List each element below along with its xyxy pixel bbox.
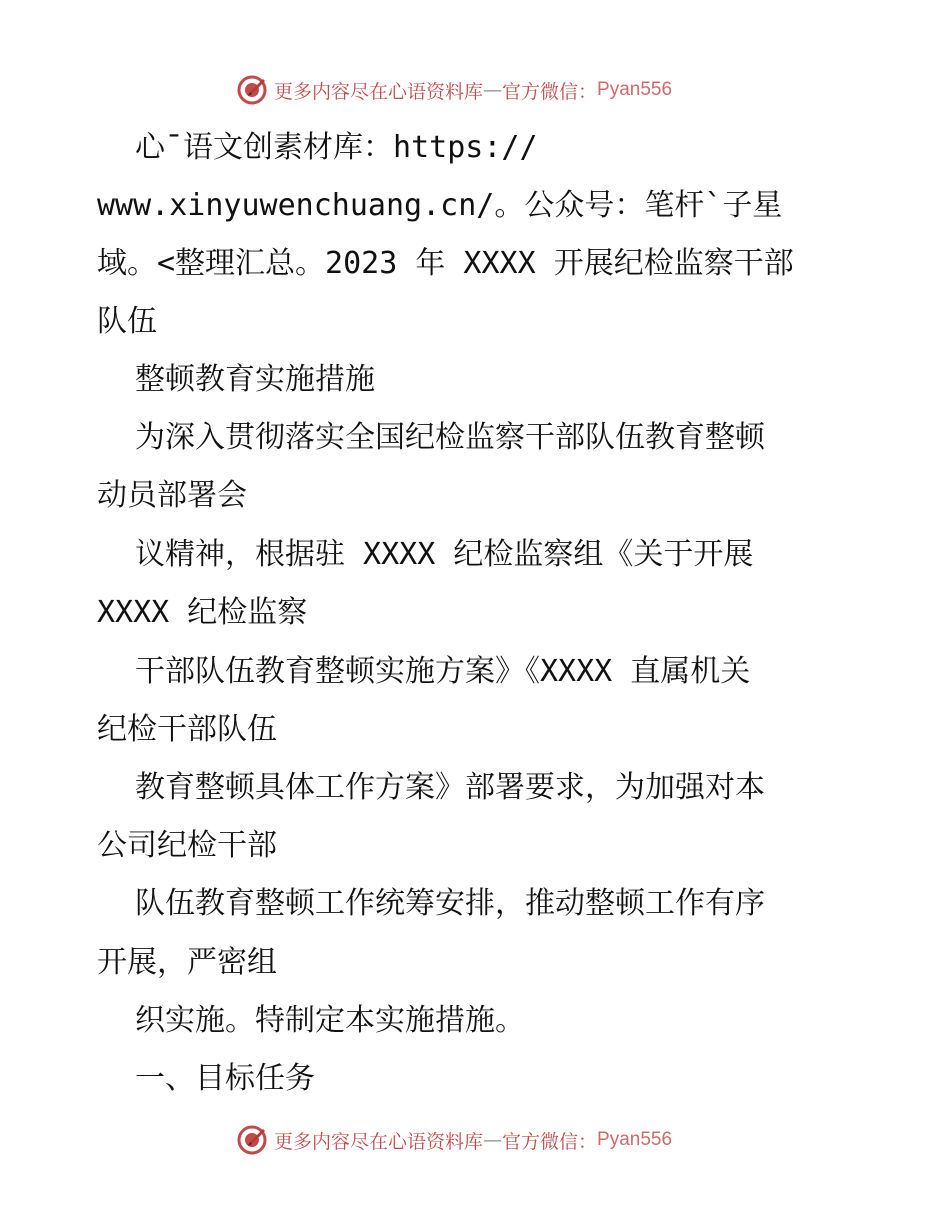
watermark-separator: — <box>483 1129 503 1151</box>
document-line: 队伍教育整顿工作统筹安排，推动整顿工作有序 <box>135 886 765 921</box>
document-line: XXXX 纪检监察 <box>97 595 308 630</box>
watermark-wechat-id: Pyan556 <box>597 79 673 100</box>
document-line: 域。<整理汇总。2023 年 XXXX 开展纪检监察干部 <box>97 246 794 281</box>
document-line: 纪检干部队伍 <box>97 712 277 747</box>
document-line: 动员部署会 <box>97 478 247 513</box>
watermark-official-label: 官方微信： <box>502 80 598 103</box>
watermark-official-label: 官方微信： <box>502 1130 598 1153</box>
watermark-banner-bottom <box>236 1122 672 1158</box>
watermark-wechat-id: Pyan556 <box>597 1129 673 1150</box>
document-line: 公司纪检干部 <box>97 828 277 863</box>
red-pen-circle-logo-icon <box>236 1124 268 1156</box>
section-heading: 一、目标任务 <box>135 1061 315 1096</box>
document-line: 队伍 <box>97 304 157 339</box>
document-line: 为深入贯彻落实全国纪检监察干部队伍教育整顿 <box>135 420 765 455</box>
watermark-brand: 更多内容尽在心语资料库 <box>274 80 484 103</box>
document-line: 开展，严密组 <box>97 945 277 980</box>
document-line: www.xinyuwenchuang.cn/。公众号：笔杆`子星 <box>97 188 783 223</box>
document-line: 干部队伍教育整顿实施方案》《XXXX 直属机关 <box>135 654 751 689</box>
watermark-separator: — <box>483 79 503 101</box>
document-line: 心¯语文创素材库：https:// <box>135 130 538 165</box>
watermark-brand: 更多内容尽在心语资料库 <box>274 1130 484 1153</box>
document-line: 织实施。特制定本实施措施。 <box>135 1003 525 1038</box>
document-line: 整顿教育实施措施 <box>135 362 375 397</box>
document-line: 教育整顿具体工作方案》部署要求，为加强对本 <box>135 770 765 805</box>
document-line: 议精神，根据驻 XXXX 纪检监察组《关于开展 <box>135 537 754 572</box>
